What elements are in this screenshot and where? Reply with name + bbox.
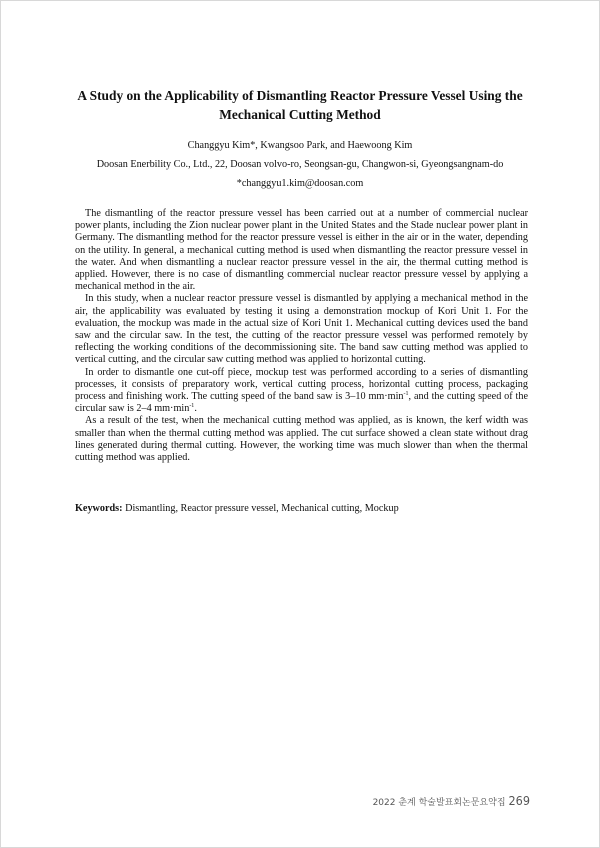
paper-title: A Study on the Applicability of Dismantling Reactor Pressure Vessel Using the Mechanical Cutting Method	[77, 88, 523, 122]
abstract-paragraph-3	[75, 367, 528, 416]
affiliation: Doosan Enerbility Co., Ltd., 22, Doosan volvo-ro, Seongsan-gu, Changwon-si, Gyeongsangnam-do	[96, 159, 504, 170]
page-footer	[373, 793, 530, 808]
paragraph-3-text-a: In order to dismantle one cut-off piece, mockup test was performed according to a series of dismantling processes, it consists of preparatory work, vertical cutting process, horizontal cutting process, packaging process and finishing work. The cutting speed of the band saw is 3–10 mm·min	[75, 366, 528, 403]
abstract-body	[75, 208, 528, 464]
keywords-line	[75, 503, 528, 515]
proceedings-title: 2022 춘계 학술발표회논문요약집	[372, 798, 506, 808]
unit-exponent-b: -1	[189, 403, 195, 410]
page-number: 269	[508, 793, 530, 808]
abstract-paragraph-4: As a result of the test, when the mechanical cutting method was applied, as is known, the kerf width was smaller than when the thermal cutting method was applied. The cut surface showed a clean state without drag lines generated during thermal cutting. However, the working time was much slower than when the thermal cutting method was applied.	[75, 415, 528, 464]
abstract-paragraph-1: The dismantling of the reactor pressure vessel has been carried out at a number of commercial nuclear power plants, including the Zion nuclear power plant in the United States and the Stade nuclear power plant in Germany. The dismantling method for the reactor pressure vessel is either in the air or in the water, depending on the utility. In general, a mechanical cutting method is used when dismantling the reactor pressure vessel in the water. And when dismantling a nuclear reactor pressure vessel in the air, the thermal cutting method is applied. However, there is no case of dismantling commercial nuclear reactor pressure vessel by applying a mechanical method in the air.	[75, 208, 528, 293]
author-list: Changgyu Kim*, Kwangsoo Park, and Haewoong Kim	[187, 140, 413, 151]
keywords-list: Dismantling, Reactor pressure vessel, Mechanical cutting, Mockup	[125, 503, 399, 514]
paragraph-3-text-c: .	[194, 403, 197, 415]
corresponding-email: *changgyu1.kim@doosan.com	[236, 178, 364, 189]
paragraph-3-text-b: , and the cutting speed of the circular saw is 2–4 mm·min	[75, 391, 528, 415]
unit-exponent-a: -1	[403, 391, 409, 398]
abstract-paragraph-2: In this study, when a nuclear reactor pressure vessel is dismantled by applying a mechanical method in the air, the applicability was evaluated by testing it using a demonstration mockup of Kori Unit 1. For the evaluation, the mockup was made in the actual size of Kori Unit 1. Mechanical cutting devices used the band saw and the circular saw. In the test, the cutting of the reactor pressure vessel was performed remotely by reflecting the working conditions of the decommissioning site. The band saw cutting method was applied to vertical cutting, and the circular saw cutting method was applied to horizontal cutting.	[75, 293, 528, 366]
keywords-label: Keywords:	[75, 503, 123, 514]
